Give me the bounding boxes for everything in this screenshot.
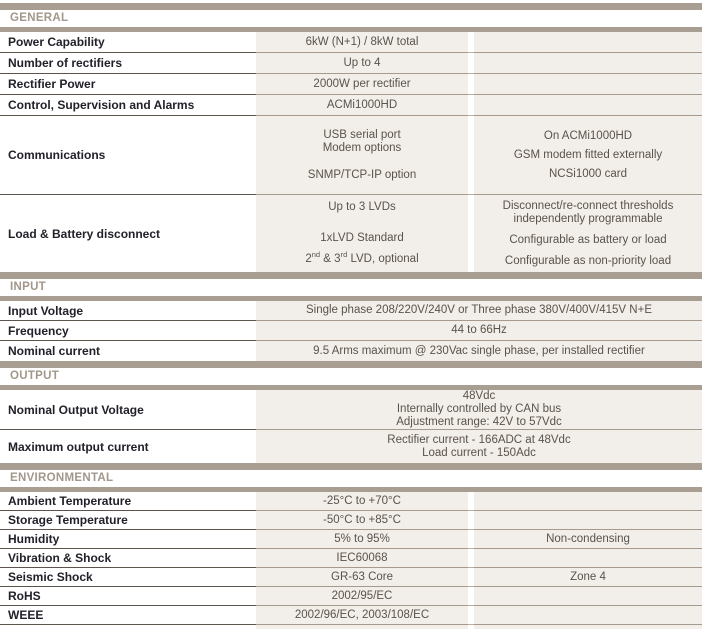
value-line: On ACMi1000HD <box>543 129 633 142</box>
value-line: Internally controlled by CAN bus <box>396 403 562 415</box>
value-line: Configurable as battery or load <box>509 233 667 246</box>
value-line: 48Vdc <box>462 390 496 402</box>
row-label: Frequency <box>0 321 256 341</box>
value-cell: 9.5 Arms maximum @ 230Vac single phase, per installed rectifier <box>256 341 702 361</box>
row-label: RoHS <box>0 587 256 606</box>
value-cell: Non-condensing <box>474 530 702 549</box>
row-label: Nominal current <box>0 341 256 361</box>
value-cell: -25°C to +70°C <box>256 492 468 511</box>
value-cell: ACMi1000HD <box>256 95 468 116</box>
value-cell: 5% to 95% <box>256 530 468 549</box>
row-label: Seismic Shock <box>0 568 256 587</box>
value-line: Load current - 150Adc <box>422 446 536 459</box>
value-cell: 2002/95/EC <box>256 587 468 606</box>
value-cell <box>474 606 702 625</box>
value-cell <box>474 492 702 511</box>
value-cell <box>256 390 702 430</box>
row-nominal-current <box>0 341 702 361</box>
row-label: Storage Temperature <box>0 511 256 530</box>
row-label: Load & Battery disconnect <box>0 195 256 272</box>
value-cell <box>474 53 702 74</box>
bottom-strip-mid <box>256 625 468 629</box>
section-bar <box>0 272 702 279</box>
row-label: Ambient Temperature <box>0 492 256 511</box>
row-ambient-temperature <box>0 492 702 511</box>
value-cell <box>474 195 702 272</box>
row-power-capability <box>0 32 702 53</box>
row-vibration-shock <box>0 549 702 568</box>
row-communications <box>0 116 702 195</box>
value-cell: 2000W per rectifier <box>256 74 468 95</box>
section-title-general: GENERAL <box>0 10 702 27</box>
value-cell: 2002/96/EC, 2003/108/EC <box>256 606 468 625</box>
value-line: Modem options <box>322 141 402 154</box>
value-cell: -50°C to +85°C <box>256 511 468 530</box>
row-frequency <box>0 321 702 341</box>
value-cell: IEC60068 <box>256 549 468 568</box>
value-line: Up to 3 LVDs <box>328 201 396 213</box>
section-environmental <box>0 463 702 629</box>
table-bottom-strip <box>0 625 702 629</box>
row-nominal-output-voltage <box>0 390 702 430</box>
row-label: Power Capability <box>0 32 256 53</box>
value-cell <box>256 195 468 272</box>
value-line: Configurable as non-priority load <box>504 254 672 267</box>
row-label: Communications <box>0 116 256 195</box>
value-line: SNMP/TCP-IP option <box>307 168 417 181</box>
row-label: Control, Supervision and Alarms <box>0 95 256 116</box>
row-label: Humidity <box>0 530 256 549</box>
row-control-supervision-alarms <box>0 95 702 116</box>
value-cell: Up to 4 <box>256 53 468 74</box>
value-cell: Zone 4 <box>474 568 702 587</box>
value-cell <box>474 32 702 53</box>
section-title-input: INPUT <box>0 279 702 296</box>
row-label: Vibration & Shock <box>0 549 256 568</box>
row-label: WEEE <box>0 606 256 625</box>
bottom-strip-right <box>474 625 702 629</box>
section-input <box>0 272 702 361</box>
value-line: Adjustment range: 42V to 57Vdc <box>396 416 562 428</box>
value-cell <box>474 511 702 530</box>
row-storage-temperature <box>0 511 702 530</box>
row-load-battery-disconnect <box>0 195 702 272</box>
section-bar <box>0 3 702 10</box>
row-label: Maximum output current <box>0 430 256 463</box>
row-rohs <box>0 587 702 606</box>
row-humidity <box>0 530 702 549</box>
section-title-environmental: ENVIRONMENTAL <box>0 470 702 487</box>
value-line: GSM modem fitted externally <box>513 148 663 161</box>
bottom-strip-label <box>0 625 256 629</box>
value-line: USB serial port <box>323 128 401 141</box>
section-title-output: OUTPUT <box>0 368 702 385</box>
value-cell <box>474 116 702 195</box>
row-label: Input Voltage <box>0 301 256 321</box>
row-input-voltage <box>0 301 702 321</box>
value-cell: 6kW (N+1) / 8kW total <box>256 32 468 53</box>
section-bar <box>0 463 702 470</box>
value-line: Rectifier current - 166ADC at 48Vdc <box>387 433 571 446</box>
value-line: NCSi1000 card <box>549 167 627 180</box>
row-weee <box>0 606 702 625</box>
value-cell <box>256 116 468 195</box>
row-rectifier-power <box>0 74 702 95</box>
row-label: Number of rectifiers <box>0 53 256 74</box>
value-cell <box>474 74 702 95</box>
row-label: Nominal Output Voltage <box>0 390 256 430</box>
value-cell: GR-63 Core <box>256 568 468 587</box>
value-line: Disconnect/re-connect thresholds independently programmable <box>502 199 674 225</box>
value-cell <box>256 430 702 463</box>
value-line: 1xLVD Standard <box>320 232 404 244</box>
section-general <box>0 3 702 272</box>
value-cell: Single phase 208/220V/240V or Three phase 380V/400V/415V N+E <box>256 301 702 321</box>
value-cell <box>474 549 702 568</box>
value-cell: 44 to 66Hz <box>256 321 702 341</box>
row-number-of-rectifiers <box>0 53 702 74</box>
section-output <box>0 361 702 463</box>
value-cell <box>474 587 702 606</box>
section-bar <box>0 361 702 368</box>
value-line: 2nd & 3rd LVD, optional <box>305 250 419 265</box>
row-label: Rectifier Power <box>0 74 256 95</box>
row-seismic-shock <box>0 568 702 587</box>
value-cell <box>474 95 702 116</box>
row-maximum-output-current <box>0 430 702 463</box>
